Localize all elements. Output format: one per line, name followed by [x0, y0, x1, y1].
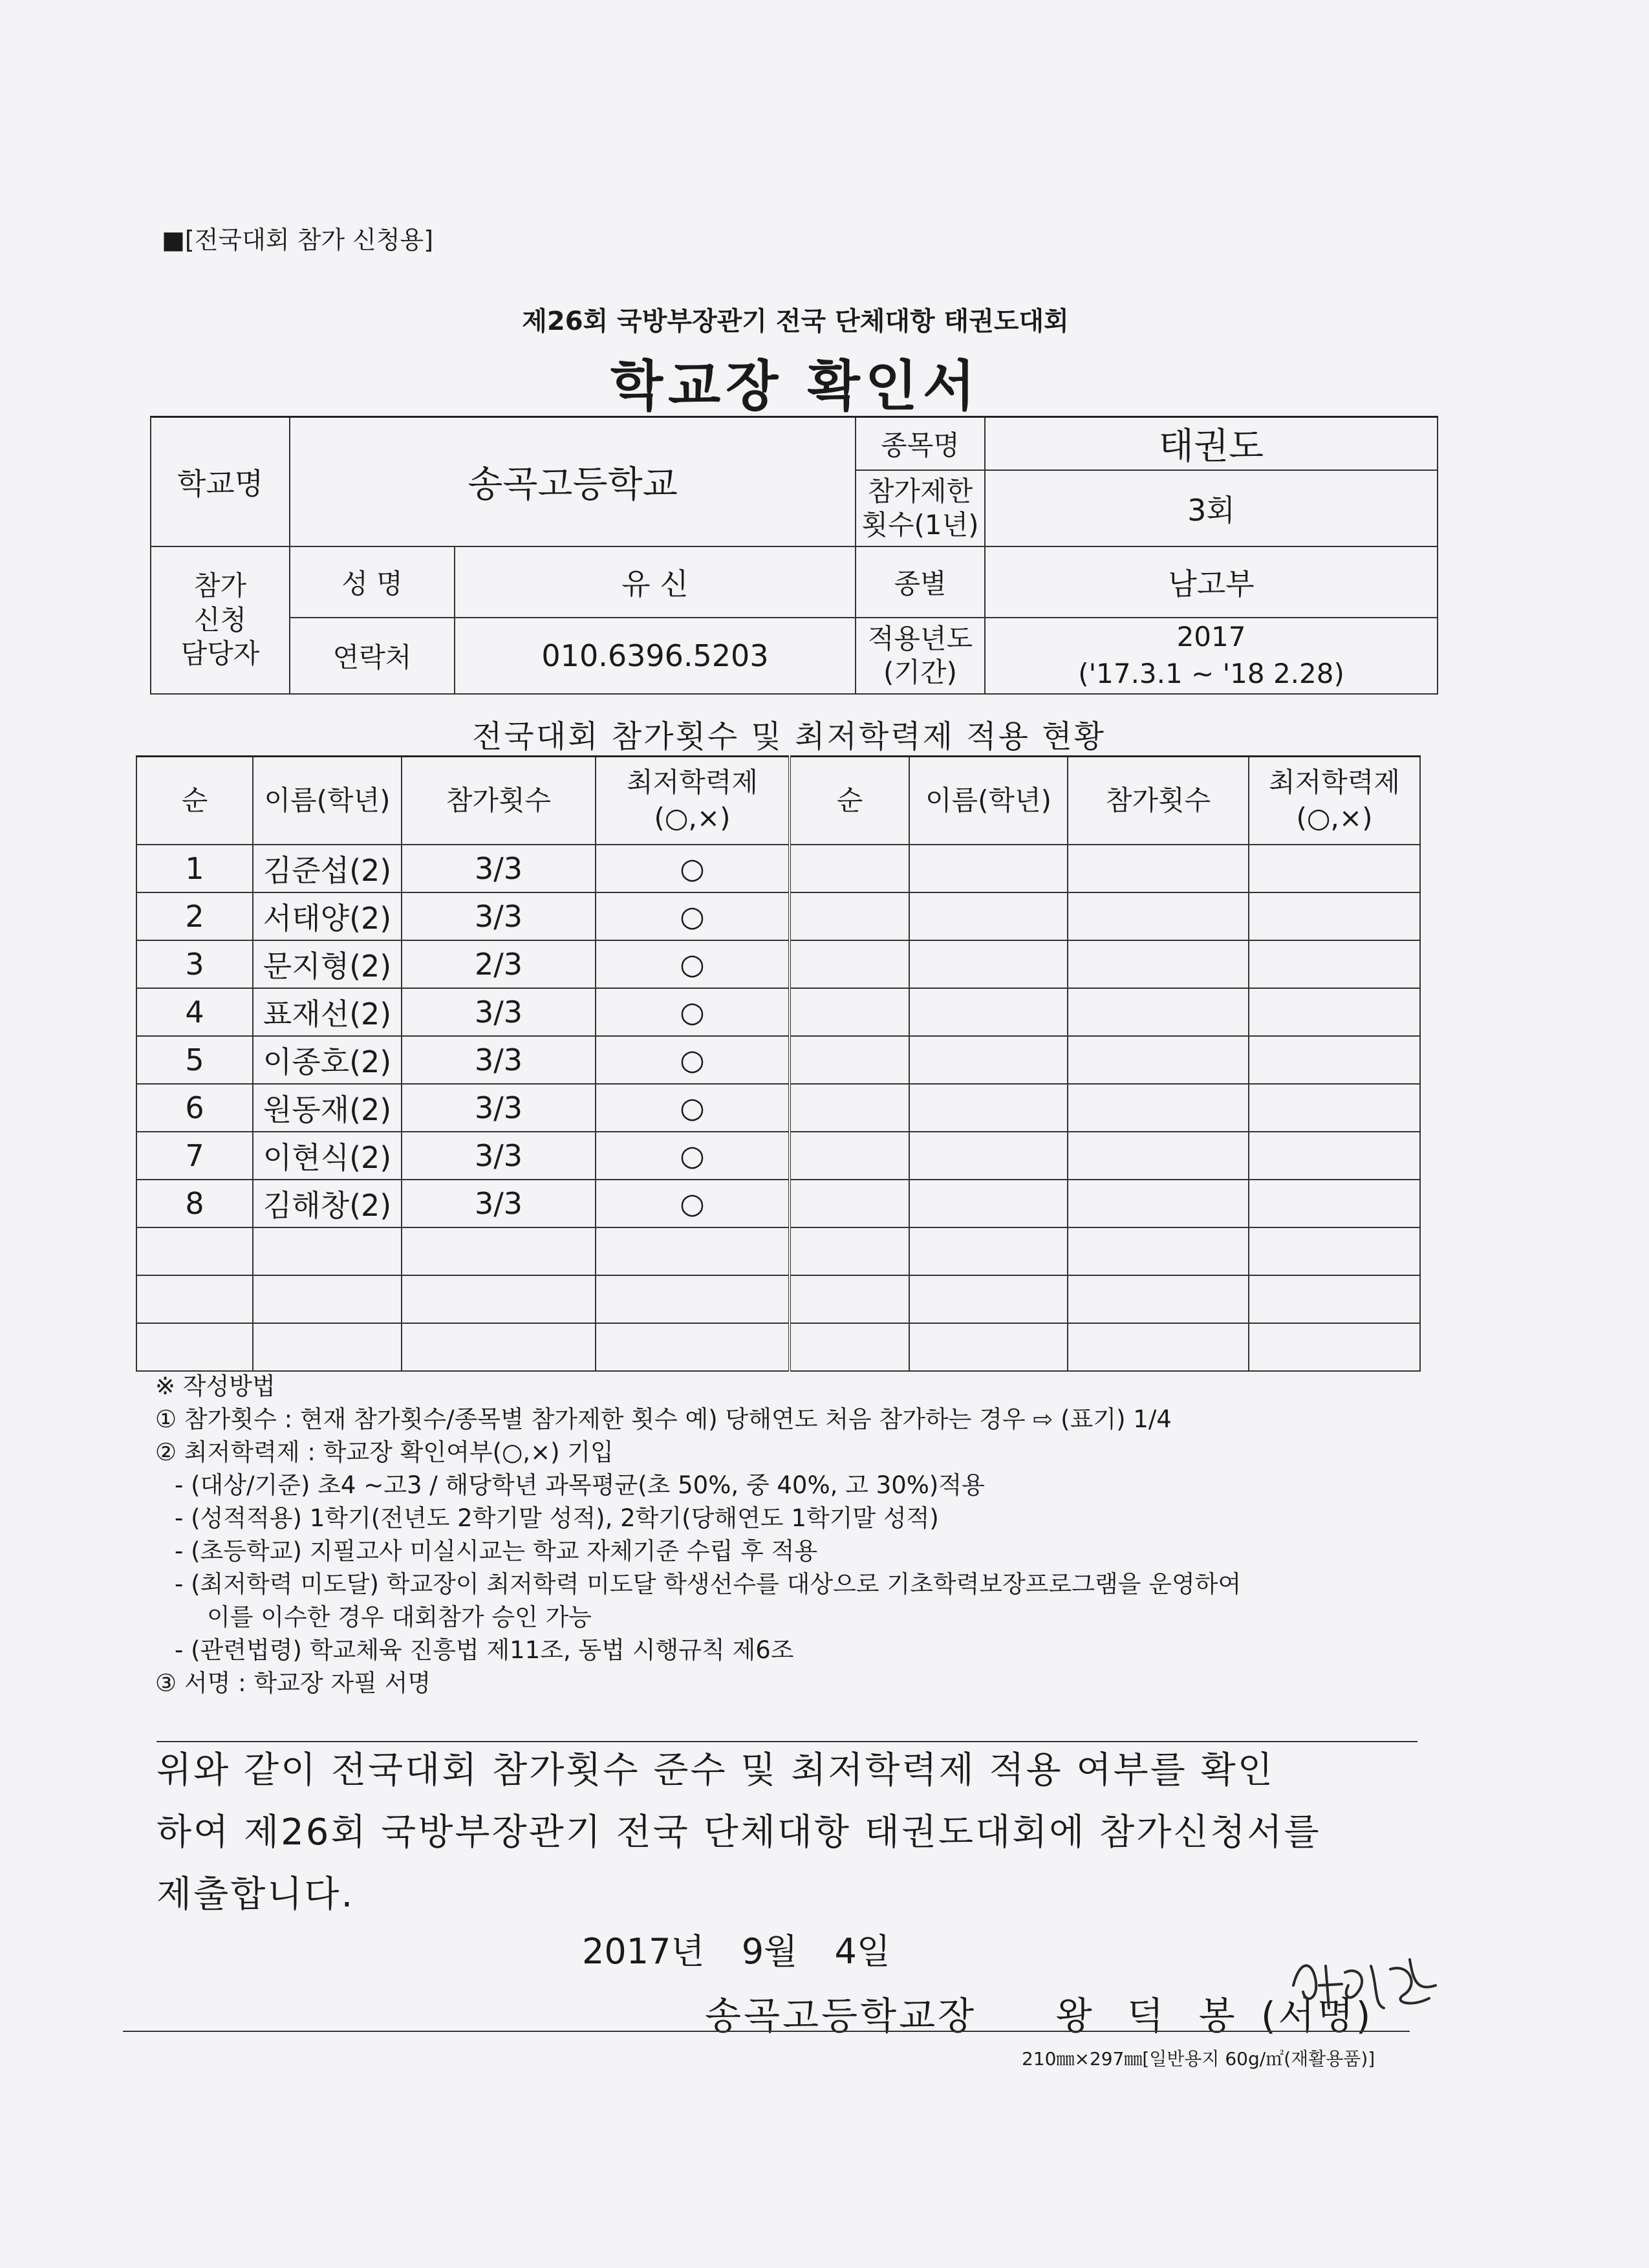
row-count-right: [1068, 1132, 1249, 1180]
row-name: 김준섭(2): [253, 845, 402, 892]
row-no: 1: [136, 845, 253, 892]
row-min: ○: [596, 845, 790, 892]
name-label: 성 명: [290, 546, 455, 618]
header-count-left: 참가횟수: [402, 757, 596, 845]
row-name: 이현식(2): [253, 1132, 402, 1180]
row-no-right: [790, 988, 909, 1036]
row-count-right: [1068, 1227, 1249, 1275]
table-row: [136, 845, 1420, 892]
limit-label-line1: 참가제한: [867, 475, 973, 507]
row-count: [402, 1323, 596, 1371]
row-min: ○: [596, 988, 790, 1036]
row-count-right: [1068, 845, 1249, 892]
table-row: [136, 988, 1420, 1036]
row-no-right: [790, 1180, 909, 1227]
row-name-right: [909, 1227, 1068, 1275]
row-count-right: [1068, 988, 1249, 1036]
row-name: [253, 1227, 402, 1275]
row-no-right: [790, 1132, 909, 1180]
header-name-right: 이름(학년): [909, 757, 1068, 845]
row-count: 3/3: [402, 1132, 596, 1180]
row-count: 3/3: [402, 845, 596, 892]
category-value: 남고부: [985, 546, 1438, 618]
row-name-right: [909, 1323, 1068, 1371]
row-no-right: [790, 1275, 909, 1323]
phone-value: 010.6396.5203: [455, 618, 856, 694]
note-2: ② 최저학력제 : 학교장 확인여부(○,×) 기입: [155, 1438, 614, 1466]
footer-rule: [123, 2031, 1410, 2032]
note-2e: - (관련법령) 학교체육 진흥법 제11조, 동법 시행규칙 제6조: [175, 1636, 794, 1664]
row-count: 3/3: [402, 1084, 596, 1132]
row-min: [596, 1323, 790, 1371]
row-name: 원동재(2): [253, 1084, 402, 1132]
table-row: [136, 1180, 1420, 1227]
row-name: 서태양(2): [253, 892, 402, 940]
row-no-right: [790, 1227, 909, 1275]
row-count: [402, 1275, 596, 1323]
note-1: ① 참가횟수 : 현재 참가횟수/종목별 참가제한 횟수 예) 당해연도 처음 참가하는 경우 ⇨ (표기) 1/4: [155, 1405, 1172, 1433]
row-name: 이종호(2): [253, 1036, 402, 1084]
row-no: 6: [136, 1084, 253, 1132]
roster-table: [136, 755, 1421, 1372]
row-name-right: [909, 845, 1068, 892]
header-min-right-line2: (○,×): [1296, 802, 1373, 834]
school-label: 학교명: [151, 417, 290, 547]
row-no: 3: [136, 940, 253, 988]
row-min: ○: [596, 940, 790, 988]
row-name-right: [909, 1180, 1068, 1227]
row-no-right: [790, 845, 909, 892]
row-count-right: [1068, 1084, 1249, 1132]
row-count-right: [1068, 892, 1249, 940]
signer-name: 왕 덕 봉: [1055, 1994, 1247, 2038]
row-count-right: [1068, 1180, 1249, 1227]
table-row: [136, 1227, 1420, 1275]
row-count: 3/3: [402, 988, 596, 1036]
header-min-left-line2: (○,×): [654, 802, 731, 834]
declaration-line-3: 제출합니다.: [156, 1874, 355, 1916]
name-value: 유 신: [455, 546, 856, 618]
row-min-right: [1249, 1227, 1420, 1275]
declaration-line-1: 위와 같이 전국대회 참가횟수 준수 및 최저학력제 적용 여부를 확인: [156, 1749, 1275, 1791]
row-name-right: [909, 1275, 1068, 1323]
row-count-right: [1068, 940, 1249, 988]
year-value-period: ('17.3.1 ~ '18 2.28): [1078, 658, 1344, 689]
row-count-right: [1068, 1323, 1249, 1371]
note-3: ③ 서명 : 학교장 자필 서명: [155, 1669, 431, 1697]
row-no: 5: [136, 1036, 253, 1084]
table-row: [136, 1132, 1420, 1180]
header-no-right: 순: [790, 757, 909, 845]
row-min: ○: [596, 892, 790, 940]
row-count: 3/3: [402, 892, 596, 940]
row-name-right: [909, 988, 1068, 1036]
row-no: [136, 1227, 253, 1275]
row-min-right: [1249, 940, 1420, 988]
sign-note: (서명): [1261, 1994, 1374, 2038]
note-2a: - (대상/기준) 초4 ~고3 / 해당학년 과목평균(초 50%, 중 40%, 고 30%)적용: [175, 1471, 985, 1499]
header-min-right: [1249, 757, 1420, 845]
category-label: 종별: [856, 546, 985, 618]
row-min-right: [1249, 1132, 1420, 1180]
handwritten-signature: [1280, 1947, 1449, 2024]
row-no-right: [790, 1084, 909, 1132]
row-no: [136, 1323, 253, 1371]
row-name-right: [909, 1132, 1068, 1180]
document-title: 학교장 확인서: [610, 354, 981, 418]
declaration-line-2: 하여 제26회 국방부장관기 전국 단체대항 태권도대회에 참가신청서를: [156, 1811, 1321, 1853]
row-name: 김해창(2): [253, 1180, 402, 1227]
writing-notes: [155, 1370, 1449, 1700]
table-row: [136, 1323, 1420, 1371]
paper-spec: 210㎜×297㎜[일반용지 60g/㎡(재활용품)]: [1022, 2048, 1375, 2069]
row-count-right: [1068, 1036, 1249, 1084]
header-name-left: 이름(학년): [253, 757, 402, 845]
row-no: 7: [136, 1132, 253, 1180]
limit-label: [856, 470, 985, 546]
row-min: ○: [596, 1036, 790, 1084]
note-2d-cont: 이를 이수한 경우 대회참가 승인 가능: [207, 1603, 592, 1631]
row-name-right: [909, 940, 1068, 988]
row-count: [402, 1227, 596, 1275]
row-min: ○: [596, 1084, 790, 1132]
row-min: ○: [596, 1132, 790, 1180]
roster-body: [136, 845, 1420, 1371]
row-name-right: [909, 892, 1068, 940]
declaration-text: [156, 1740, 1443, 1926]
year-label-line1: 적용년도: [867, 622, 973, 654]
row-min-right: [1249, 988, 1420, 1036]
row-min: [596, 1227, 790, 1275]
row-name-right: [909, 1036, 1068, 1084]
note-2c: - (초등학교) 지필고사 미실시교는 학교 자체기준 수립 후 적용: [175, 1537, 818, 1565]
limit-value: 3회: [985, 470, 1438, 546]
form-label: ■[전국대회 참가 신청용]: [162, 226, 434, 254]
contact-person-label: [151, 546, 290, 694]
phone-label: 연락처: [290, 618, 455, 694]
note-2b: - (성적적용) 1학기(전년도 2학기말 성적), 2학기(당해연도 1학기말 성적): [175, 1504, 939, 1532]
year-value-year: 2017: [1176, 621, 1246, 653]
row-min: ○: [596, 1180, 790, 1227]
row-name: [253, 1323, 402, 1371]
table-row: [136, 892, 1420, 940]
header-no-left: 순: [136, 757, 253, 845]
row-name: 문지형(2): [253, 940, 402, 988]
row-name: [253, 1275, 402, 1323]
row-count: 3/3: [402, 1036, 596, 1084]
header-min-left: [596, 757, 790, 845]
roster-section-title: 전국대회 참가횟수 및 최저학력제 적용 현황: [472, 718, 1106, 755]
event-label: 종목명: [856, 417, 985, 471]
row-count-right: [1068, 1275, 1249, 1323]
limit-label-line2: 횟수(1년): [861, 509, 979, 541]
table-row: [136, 1275, 1420, 1323]
row-no-right: [790, 940, 909, 988]
header-count-right: 참가횟수: [1068, 757, 1249, 845]
row-count: 2/3: [402, 940, 596, 988]
table-row: [136, 1084, 1420, 1132]
row-no-right: [790, 892, 909, 940]
row-min-right: [1249, 1180, 1420, 1227]
header-min-right-line1: 최저학력제: [1269, 766, 1400, 799]
roster-header-row: [136, 757, 1420, 845]
row-no-right: [790, 1323, 909, 1371]
row-no: 8: [136, 1180, 253, 1227]
row-min-right: [1249, 845, 1420, 892]
info-table: [150, 416, 1438, 695]
year-label-line2: (기간): [883, 656, 957, 688]
row-min-right: [1249, 1036, 1420, 1084]
event-value: 태권도: [985, 417, 1438, 471]
notes-heading: ※ 작성방법: [155, 1372, 275, 1400]
row-min-right: [1249, 1084, 1420, 1132]
header-min-left-line1: 최저학력제: [627, 766, 758, 799]
signoff-date: 2017년 9월 4일: [582, 1931, 890, 1972]
signer-title: 송곡고등학교장: [705, 1994, 977, 2038]
row-no: 4: [136, 988, 253, 1036]
row-name: 표재선(2): [253, 988, 402, 1036]
row-min: [596, 1275, 790, 1323]
note-2d: - (최저학력 미도달) 학교장이 최저학력 미도달 학생선수를 대상으로 기초학력보장프로그램을 운영하여: [175, 1570, 1242, 1598]
document-subtitle: 제26회 국방부장관기 전국 단체대항 태권도대회: [522, 307, 1069, 336]
row-name-right: [909, 1084, 1068, 1132]
row-no-right: [790, 1036, 909, 1084]
contact-label-line1: 참가: [193, 570, 247, 602]
table-row: [136, 1036, 1420, 1084]
year-value: [985, 618, 1438, 694]
year-label: [856, 618, 985, 694]
contact-label-line2: 신청: [193, 603, 247, 636]
row-min-right: [1249, 1323, 1420, 1371]
table-row: [136, 940, 1420, 988]
row-min-right: [1249, 1275, 1420, 1323]
row-no: 2: [136, 892, 253, 940]
row-min-right: [1249, 892, 1420, 940]
contact-label-line3: 담당자: [180, 638, 260, 670]
row-no: [136, 1275, 253, 1323]
school-value: 송곡고등학교: [290, 417, 856, 547]
row-count: 3/3: [402, 1180, 596, 1227]
